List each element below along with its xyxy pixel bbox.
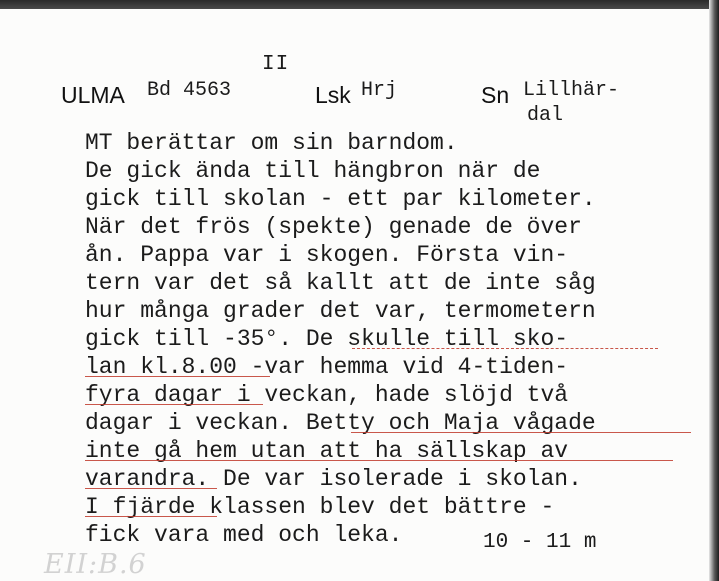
text-line: fick vara med och leka. (85, 522, 403, 548)
text-line: De gick ända till hängbron när de (85, 158, 541, 184)
text-line: När det frös (spekte) genade de över (85, 214, 582, 240)
underline-mark (85, 516, 217, 517)
index-card (0, 9, 709, 581)
parish-label: Sn (481, 82, 510, 108)
underline-mark (85, 404, 263, 405)
text-line: MT berättar om sin barndom. (85, 130, 458, 156)
underline-mark (85, 460, 673, 461)
text-line: lan kl.8.00 -var hemma vid 4-tiden- (85, 354, 569, 380)
parish-value-line1: Lillhär- (523, 79, 620, 102)
text-line: varandra. De var isolerade i skolan. (85, 466, 582, 492)
archive-value: Bd 4563 (147, 79, 232, 102)
underline-mark (352, 348, 658, 349)
text-line: hur många grader det var, termometern (85, 298, 596, 324)
card-top-edge (0, 0, 719, 9)
text-line: tern var det så kallt att de inte såg (85, 270, 596, 296)
archive-stamp: EII:B.6 (44, 549, 147, 580)
underline-mark (351, 432, 691, 433)
text-line: inte gå hem utan att ha sällskap av (85, 438, 569, 464)
text-line: fyra dagar i veckan, hade slöjd två (85, 382, 569, 408)
text-line: gick till -35°. De skulle till sko- (85, 326, 569, 352)
underline-mark (85, 376, 270, 377)
underline-mark (85, 488, 217, 489)
county-label: Lsk (315, 82, 351, 108)
text-line: dagar i veckan. Betty och Maja vågade (85, 410, 596, 436)
parish-value-line2: dal (527, 104, 564, 127)
text-line: ån. Pappa var i skogen. Första vin- (85, 242, 569, 268)
county-value: Hrj (361, 79, 398, 102)
series-number: II (262, 53, 290, 76)
card-right-edge (709, 0, 719, 581)
archive-label: ULMA (61, 82, 125, 108)
text-line: I fjärde klassen blev det bättre - (85, 494, 555, 520)
age-note: 10 - 11 m (483, 531, 597, 554)
text-line: gick till skolan - ett par kilometer. (85, 186, 596, 212)
